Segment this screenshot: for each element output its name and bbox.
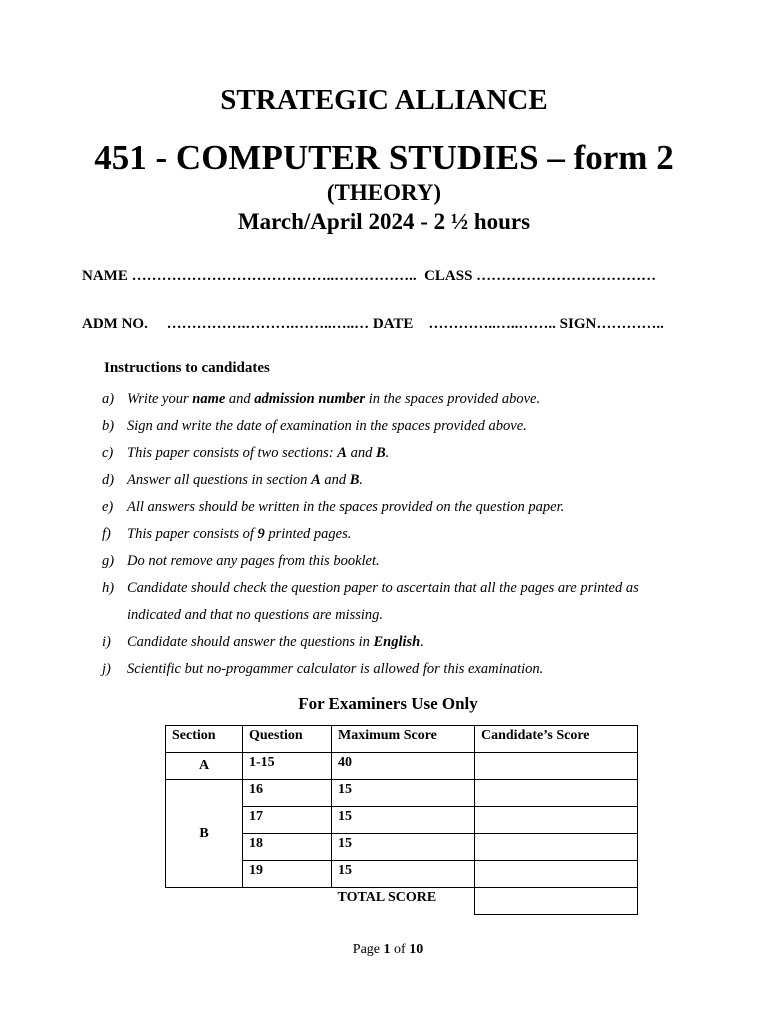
- max-score-cell: 15: [332, 807, 475, 834]
- instruction-text-part: Candidate should answer the questions in: [127, 634, 374, 650]
- max-score-cell: 15: [332, 834, 475, 861]
- organization-title: STRATEGIC ALLIANCE: [220, 84, 548, 116]
- score-table: [165, 725, 638, 915]
- question-cell: 19: [243, 861, 332, 888]
- examiners-title: For Examiners Use Only: [298, 694, 478, 713]
- instruction-text: [127, 386, 682, 413]
- table-header-row: [166, 726, 638, 753]
- instruction-marker: j): [102, 661, 111, 677]
- instruction-text-part: in the spaces provided above.: [365, 391, 541, 407]
- exam-session: March/April 2024 - 2 ½ hours: [237, 209, 531, 234]
- instruction-text-part: .: [420, 634, 424, 650]
- instruction-item: [102, 629, 682, 656]
- instruction-text-part: Write your: [127, 391, 193, 407]
- section-cell: B: [166, 780, 243, 888]
- instruction-text-part: Candidate should check the question paper to ascertain that all the pages are printed as indicated and that no questions are missing.: [127, 580, 639, 623]
- table-row: [166, 780, 638, 807]
- instruction-text: [127, 656, 682, 683]
- instruction-marker: i): [102, 634, 111, 650]
- instruction-text-part: Do not remove any pages from this booklet.: [127, 553, 380, 569]
- instruction-text: [127, 494, 682, 521]
- page-word: Page: [352, 942, 384, 957]
- instruction-marker: e): [102, 499, 114, 515]
- header-question: Question: [243, 726, 332, 753]
- max-score-cell: 15: [332, 780, 475, 807]
- total-row: [166, 888, 638, 915]
- instructions-title: Instructions to candidates: [104, 360, 270, 376]
- question-cell: 17: [243, 807, 332, 834]
- instruction-emphasis: B: [375, 445, 386, 461]
- paper-type: (THEORY): [326, 180, 442, 205]
- instruction-marker: h): [102, 580, 115, 596]
- instruction-text: [127, 521, 682, 548]
- instruction-item: [102, 440, 682, 467]
- instruction-emphasis: 9: [257, 526, 265, 542]
- instruction-text-part: Sign and write the date of examination in the spaces provided above.: [127, 418, 527, 434]
- header-max-score: Maximum Score: [332, 726, 475, 753]
- candidate-score-cell[interactable]: [475, 780, 638, 807]
- adm-date-sign-field: ADM NO. …………….……….……..…..… DATE …………..…..…….. SIGN…………..: [82, 316, 664, 332]
- instruction-item: [102, 386, 682, 413]
- instruction-text-part: Scientific but no-progammer calculator is allowed for this examination.: [127, 661, 544, 677]
- total-score-cell[interactable]: [475, 888, 638, 915]
- name-class-field: NAME …………………………………..…………….. CLASS ………………………………: [82, 268, 657, 284]
- instruction-emphasis: English: [373, 634, 421, 650]
- instruction-text-part: Answer all questions in section: [127, 472, 312, 488]
- instruction-emphasis: A: [337, 445, 347, 461]
- candidate-score-cell[interactable]: [475, 834, 638, 861]
- instruction-marker: c): [102, 445, 114, 461]
- instruction-text-part: .: [359, 472, 364, 488]
- instruction-marker: d): [102, 472, 115, 488]
- total-score-label: TOTAL SCORE: [337, 890, 437, 905]
- instruction-text: [127, 575, 682, 629]
- max-score-cell: 40: [332, 753, 475, 780]
- instruction-text-part: This paper consists of: [127, 526, 258, 542]
- instruction-item: [102, 656, 682, 683]
- instruction-text-part: and: [320, 472, 350, 488]
- of-word: of: [390, 942, 410, 957]
- instruction-item: [102, 575, 682, 629]
- instruction-marker: a): [102, 391, 115, 407]
- instruction-emphasis: A: [311, 472, 321, 488]
- instruction-marker: g): [102, 553, 115, 569]
- instruction-emphasis: name: [192, 391, 226, 407]
- instruction-marker: b): [102, 418, 115, 434]
- candidate-score-cell[interactable]: [475, 753, 638, 780]
- page-footer: [0, 942, 768, 958]
- instruction-item: [102, 494, 682, 521]
- instruction-marker: f): [102, 526, 111, 542]
- question-cell: 16: [243, 780, 332, 807]
- instruction-text-part: printed pages.: [264, 526, 352, 542]
- instructions-list: [102, 386, 682, 683]
- instruction-text-part: This paper consists of two sections:: [127, 445, 338, 461]
- instruction-text: [127, 629, 682, 656]
- question-cell: 1-15: [243, 753, 332, 780]
- header-section: Section: [166, 726, 243, 753]
- instruction-text-part: and: [225, 391, 255, 407]
- page-total: 10: [409, 942, 424, 957]
- instruction-emphasis: B: [349, 472, 360, 488]
- instruction-item: [102, 467, 682, 494]
- instruction-text: [127, 440, 682, 467]
- instruction-text: [127, 413, 682, 440]
- subject-title: 451 - COMPUTER STUDIES – form 2: [94, 138, 674, 177]
- section-cell: A: [166, 753, 243, 780]
- page-number: 1: [383, 942, 391, 957]
- max-score-cell: 15: [332, 861, 475, 888]
- candidate-score-cell[interactable]: [475, 807, 638, 834]
- instruction-text-part: .: [385, 445, 390, 461]
- header-candidate-score: Candidate’s Score: [475, 726, 638, 753]
- candidate-score-cell[interactable]: [475, 861, 638, 888]
- table-row: [166, 753, 638, 780]
- instruction-emphasis: admission number: [254, 391, 366, 407]
- instruction-text-part: All answers should be written in the spaces provided on the question paper.: [127, 499, 565, 515]
- instruction-text: [127, 467, 682, 494]
- instruction-text-part: and: [346, 445, 376, 461]
- instruction-item: [102, 548, 682, 575]
- instruction-item: [102, 521, 682, 548]
- instruction-item: [102, 413, 682, 440]
- instruction-text: [127, 548, 682, 575]
- question-cell: 18: [243, 834, 332, 861]
